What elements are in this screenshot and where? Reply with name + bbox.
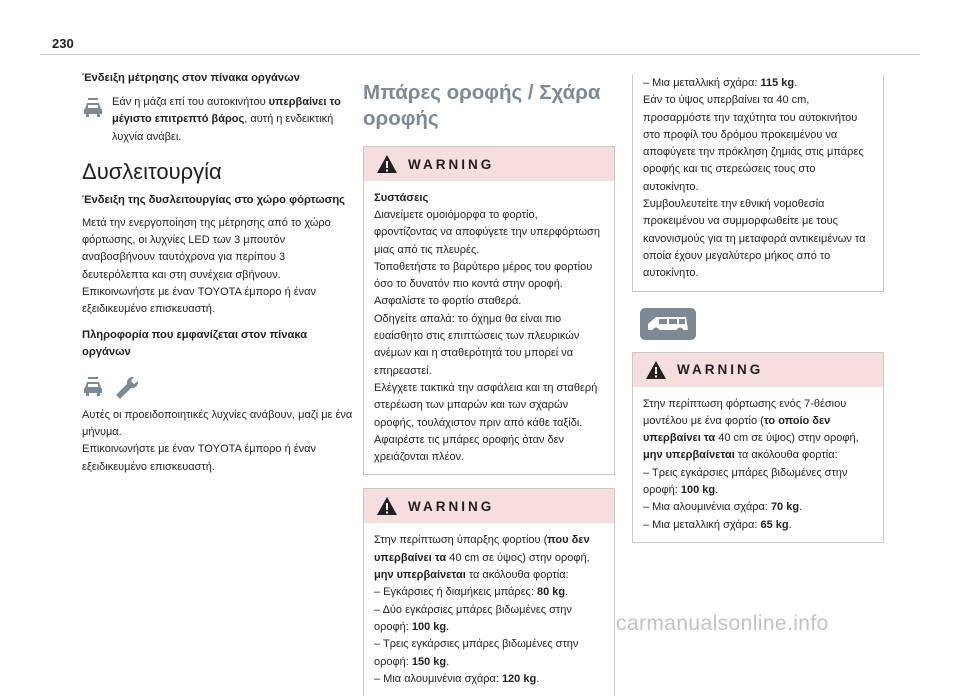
- recommendation-line: Ασφαλίστε το φορτίο σταθερά.: [374, 295, 522, 308]
- load-item-end: .: [446, 620, 450, 633]
- warning-body: [364, 181, 614, 474]
- load-item-end: .: [446, 655, 450, 668]
- intro-c: 40 cm σε ύψος) στην οροφή,: [446, 551, 590, 564]
- recommendation-line: Οδηγείτε απαλά: το όχημα θα είναι πιο ευαίσθητο στις επιπτώσεις των πλευρικών ανέμων και η σταθερότητά του μπορεί να επηρεαστεί.: [374, 312, 580, 377]
- continued-block: [632, 75, 884, 292]
- warning-triangle-icon: [376, 496, 398, 516]
- load-item-end: .: [794, 77, 798, 89]
- warning-header: [633, 353, 883, 387]
- load-item-value: 100 kg: [680, 484, 716, 497]
- heading-fault-zone: Ένδειξη της δυσλειτουργίας στο χώρο φόρτωσης: [82, 193, 345, 206]
- info-text2: Επικοινωνήστε με έναν TOYOTA έμπορο ή έναν εξειδικευμένο επισκευαστή.: [82, 443, 317, 473]
- intro-a: Στην περίπτωση φόρτωσης ενός 7-θέσιου μοντέλου με ένα φορτίο (: [643, 397, 847, 427]
- load-item-text: – Μια μεταλλική σχάρα:: [643, 518, 761, 531]
- dash-indicator-block: [82, 94, 354, 146]
- top-rule: [40, 54, 920, 55]
- load-item-value: 65 kg: [760, 518, 789, 531]
- load-item-text: – Μια αλουμινένια σχάρα:: [374, 672, 502, 685]
- warning-body: [633, 387, 883, 542]
- warning-label: WARNING: [408, 156, 495, 172]
- chapter-title: Μπάρες οροφής / Σχάρα οροφής: [363, 81, 601, 130]
- dash-indicator-text: [112, 94, 354, 146]
- warning-box-roof-loads: [363, 488, 615, 696]
- warning-label: WARNING: [677, 362, 764, 378]
- info-text: Αυτές οι προειδοποιητικές λυχνίες ανάβουν, μαζί με ένα μήνυμα.: [82, 408, 353, 438]
- load-item-text: – Δύο εγκάρσιες μπάρες βιδωμένες στην οροφή:: [374, 603, 572, 633]
- load-item-value: 115 kg: [760, 77, 795, 89]
- load-item-text: – Τρεις εγκάρσιες μπάρες βιδωμένες στην οροφή:: [643, 466, 848, 497]
- page-number: 230: [52, 36, 74, 51]
- load-item: [643, 465, 873, 500]
- intro-e: τα ακόλουθα φορτία:: [734, 449, 838, 462]
- recommendations-heading: Συστάσεις: [374, 192, 429, 204]
- van-icon: [640, 308, 696, 340]
- car-load-icon: [82, 96, 104, 118]
- recommendation-line: Τοποθετήστε το βαρύτερο μέρος του φορτίου όσο το δυνατόν πιο κοντά στην οροφή.: [374, 260, 593, 291]
- load-item-text: – Μια μεταλλική σχάρα:: [643, 77, 761, 89]
- load-item-value: 150 kg: [411, 655, 447, 668]
- column-left: [82, 70, 354, 476]
- load-item-end: .: [788, 518, 792, 531]
- warning-header: [364, 489, 614, 523]
- load-item-end: .: [799, 501, 803, 514]
- heading-dash-indicator: Ένδειξη μέτρησης στον πίνακα οργάνων: [82, 72, 300, 84]
- intro-a: Στην περίπτωση ύπαρξης φορτίου (: [374, 534, 548, 547]
- load-item: [374, 636, 604, 671]
- legislation-advice: Συμβουλευτείτε την εθνική νομοθεσία προκειμένου να συμμορφωθείτε με τους κανονισμούς για τη μεταφορά αντικειμένων τα οποία έχουν μεγαλύτερο μήκος από το αυτοκίνητο.: [643, 198, 866, 280]
- load-item-value: 100 kg: [411, 620, 447, 633]
- warning-box-7-seat: [632, 352, 884, 543]
- warning-box-recommendations: [363, 146, 615, 475]
- intro-b: το οποίο δεν υπερβαίνει τα: [643, 414, 831, 445]
- warning-triangle-icon: [645, 360, 667, 380]
- load-item-end: .: [536, 672, 540, 685]
- car-load-icon: [82, 375, 104, 397]
- load-item: [374, 584, 604, 601]
- dash-text-b: , αυτή η ενδεικτική λυχνία ανάβει.: [112, 113, 334, 143]
- intro-e: τα ακόλουθα φορτία:: [465, 569, 569, 582]
- load-item-value: 120 kg: [501, 672, 537, 685]
- load-item: [374, 671, 604, 688]
- dash-text-bold: υπερβαίνει το μέγιστο επιτρεπτό βάρος: [112, 96, 341, 126]
- watermark: carmanualsonline.info: [616, 612, 829, 635]
- fault-zone-text: Μετά την ενεργοποίηση της μέτρησης από το χώρο φόρτωσης, οι λυχνίες LED των 3 μπουτόν αναβοσβήνουν ταυτόχρονα για περίπου 3 δευτερόλεπτα και στη συνέχεια σβήνουν.: [82, 216, 331, 281]
- heading-info-dash: Πληροφορία που εμφανίζεται στον πίνακα οργάνων: [82, 328, 308, 358]
- load-item: [643, 75, 873, 92]
- recommendation-line: Αφαιρέστε τις μπάρες οροφής όταν δεν χρειάζονται πλέον.: [374, 433, 565, 464]
- column-middle: [363, 70, 615, 696]
- load-item-value: 70 kg: [770, 501, 800, 514]
- icon-pair: [82, 375, 354, 401]
- intro-d: μην υπερβαίνεται: [643, 449, 735, 462]
- warning-body: [364, 523, 614, 696]
- recommendation-line: Διανείμετε ομοιόμορφα το φορτίο, φροντίζοντας να αποφύγετε την υπερφόρτωση μιας από τις πλευρές.: [374, 209, 600, 256]
- recommendation-line: Ελέγχετε τακτικά την ασφάλεια και τη σταθερή στερέωση των μπαρών και των σχαρών οροφής, τουλάχιστον πριν από κάθε ταξίδι.: [374, 381, 598, 429]
- load-item-text: – Τρεις εγκάρσιες μπάρες βιδωμένες στην οροφή:: [374, 638, 579, 668]
- load-item: [643, 499, 873, 516]
- load-item-end: .: [715, 484, 719, 497]
- intro-c: 40 cm σε ύψος) στην οροφή,: [715, 432, 859, 445]
- fault-zone-text2: Επικοινωνήστε με έναν TOYOTA έμπορο ή έναν εξειδικευμένο επισκευαστή.: [82, 286, 317, 316]
- dash-text-a: Εάν η μάζα επί του αυτοκινήτου: [112, 96, 269, 108]
- intro-d: μην υπερβαίνεται: [374, 569, 466, 582]
- column-right: [632, 75, 884, 543]
- fault-title: Δυσλειτουργία: [82, 158, 222, 184]
- load-item-text: – Μια αλουμινένια σχάρα:: [643, 501, 771, 514]
- load-item-text: – Εγκάρσιες ή διαμήκεις μπάρες:: [374, 586, 537, 599]
- warning-label: WARNING: [408, 498, 495, 514]
- load-item-end: .: [565, 586, 569, 599]
- warning-triangle-icon: [376, 154, 398, 174]
- warning-header: [364, 147, 614, 181]
- intro-b: που δεν υπερβαίνει τα: [374, 534, 590, 564]
- load-item: [643, 517, 873, 534]
- load-item-value: 80 kg: [536, 586, 566, 599]
- wrench-icon: [114, 375, 140, 401]
- load-item: [374, 602, 604, 637]
- roof-load-intro: [374, 532, 604, 584]
- seven-seat-intro: [643, 396, 873, 465]
- height-advice: Εάν το ύψος υπερβαίνει τα 40 cm, προσαρμόστε την ταχύτητα του αυτοκινήτου στο προφίλ του δρόμου προκειμένου να αποφύγετε την πρόκληση ζημιάς στις μπάρες οροφής και τις στερεώσεις τους στο αυτοκίνητο.: [643, 94, 864, 193]
